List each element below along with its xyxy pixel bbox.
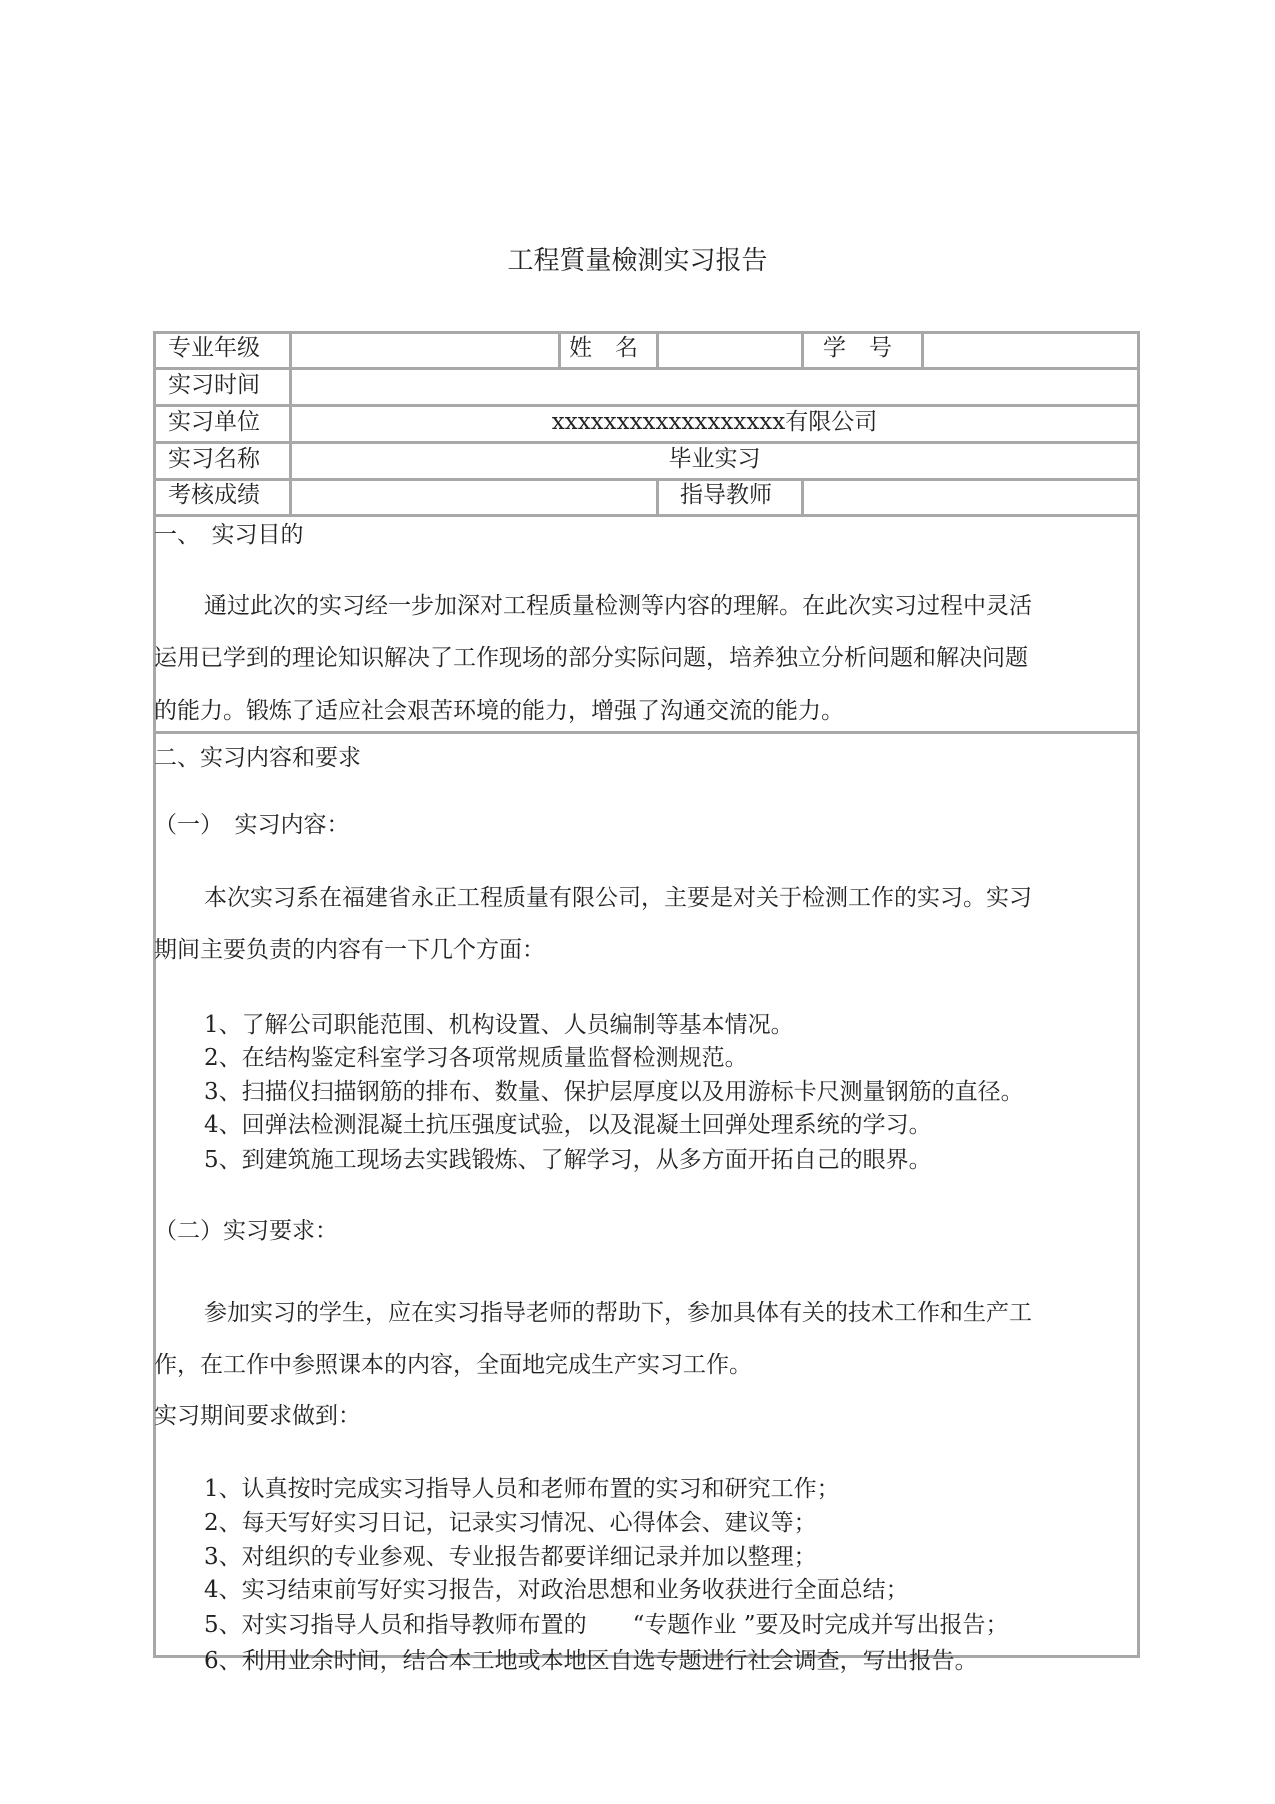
list-item: 1、了解公司职能范围、机构设置、人员编制等基本情况。 bbox=[204, 1012, 794, 1038]
time-label: 实习时间 bbox=[168, 372, 260, 398]
paragraph-line: 作，在工作中参照课本的内容，全面地完成生产实习工作。 bbox=[154, 1352, 752, 1378]
paragraph-line: 期间主要负责的内容有一下几个方面： bbox=[154, 937, 545, 963]
table-border bbox=[154, 331, 1139, 334]
table-border bbox=[154, 514, 1139, 517]
list-item: 5、对实习指导人员和指导教师布置的 “专题作业 ”要及时完成并写出报告； bbox=[204, 1612, 1009, 1638]
subheading-content: （一） 实习内容： bbox=[154, 812, 350, 838]
major-label: 专业年级 bbox=[168, 335, 260, 361]
list-item: 2、在结构鉴定科室学习各项常规质量监督检测规范。 bbox=[204, 1045, 748, 1071]
score-label: 考核成绩 bbox=[168, 482, 260, 508]
list-item: 5、到建筑施工现场去实践锻炼、了解学习，从多方面开拓自己的眼界。 bbox=[204, 1147, 932, 1173]
paragraph-line: 参加实习的学生，应在实习指导老师的帮助下，参加具体有关的技术工作和生产工 bbox=[204, 1300, 1032, 1326]
table-border bbox=[558, 331, 561, 369]
internship-name-value: 毕业实习 bbox=[668, 446, 761, 472]
table-border bbox=[154, 478, 1139, 481]
student-id-label: 学 号 bbox=[823, 335, 892, 361]
paragraph-line: 实习期间要求做到： bbox=[154, 1403, 361, 1429]
paragraph-line: 运用已学到的理论知识解决了工作现场的部分实际问题，培养独立分析问题和解决问题 bbox=[154, 645, 1028, 671]
unit-label: 实习单位 bbox=[168, 409, 260, 435]
section-1-heading: 一、 实习目的 bbox=[154, 522, 304, 548]
paragraph-line: 通过此次的实习经一步加深对工程质量检测等内容的理解。在此次实习过程中灵活 bbox=[204, 593, 1032, 619]
internship-name-label: 实习名称 bbox=[168, 446, 260, 472]
list-item: 3、对组织的专业参观、专业报告都要详细记录并加以整理； bbox=[204, 1544, 817, 1570]
list-item: 4、回弹法检测混凝土抗压强度试验，以及混凝土回弹处理系统的学习。 bbox=[204, 1112, 932, 1138]
paragraph-line: 本次实习系在福建省永正工程质量有限公司，主要是对关于检测工作的实习。实习 bbox=[204, 885, 1032, 911]
page-title: 工程質量檢測实习报告 bbox=[507, 246, 768, 276]
paragraph-line: 的能力。锻炼了适应社会艰苦环境的能力，增强了沟通交流的能力。 bbox=[154, 698, 844, 724]
subheading-requirements: （二）实习要求： bbox=[154, 1218, 338, 1244]
teacher-label: 指导教师 bbox=[680, 482, 772, 508]
table-border bbox=[921, 331, 924, 369]
section-2-heading: 二、实习内容和要求 bbox=[154, 745, 361, 771]
table-border bbox=[656, 478, 659, 516]
table-border bbox=[154, 367, 1139, 370]
list-item: 4、实习结束前写好实习报告，对政治思想和业务收获进行全面总结； bbox=[204, 1577, 909, 1603]
table-border bbox=[1137, 331, 1140, 1658]
table-border bbox=[154, 404, 1139, 407]
list-item: 6、利用业余时间，结合本工地或本地区自选专题进行社会调查，写出报告。 bbox=[204, 1648, 978, 1674]
list-item: 3、扫描仪扫描钢筋的排布、数量、保护层厚度以及用游标卡尺测量钢筋的直径。 bbox=[204, 1079, 1024, 1105]
table-border bbox=[154, 441, 1139, 444]
table-border bbox=[801, 331, 804, 369]
list-item: 1、认真按时完成实习指导人员和老师布置的实习和研究工作； bbox=[204, 1476, 840, 1502]
unit-value: xxxxxxxxxxxxxxxxxx有限公司 bbox=[551, 409, 878, 435]
table-border bbox=[656, 331, 659, 369]
table-border bbox=[801, 478, 804, 516]
table-border bbox=[154, 731, 1139, 734]
list-item: 2、每天写好实习日记，记录实习情况、心得体会、建议等； bbox=[204, 1510, 817, 1536]
name-label: 姓 名 bbox=[569, 335, 638, 361]
